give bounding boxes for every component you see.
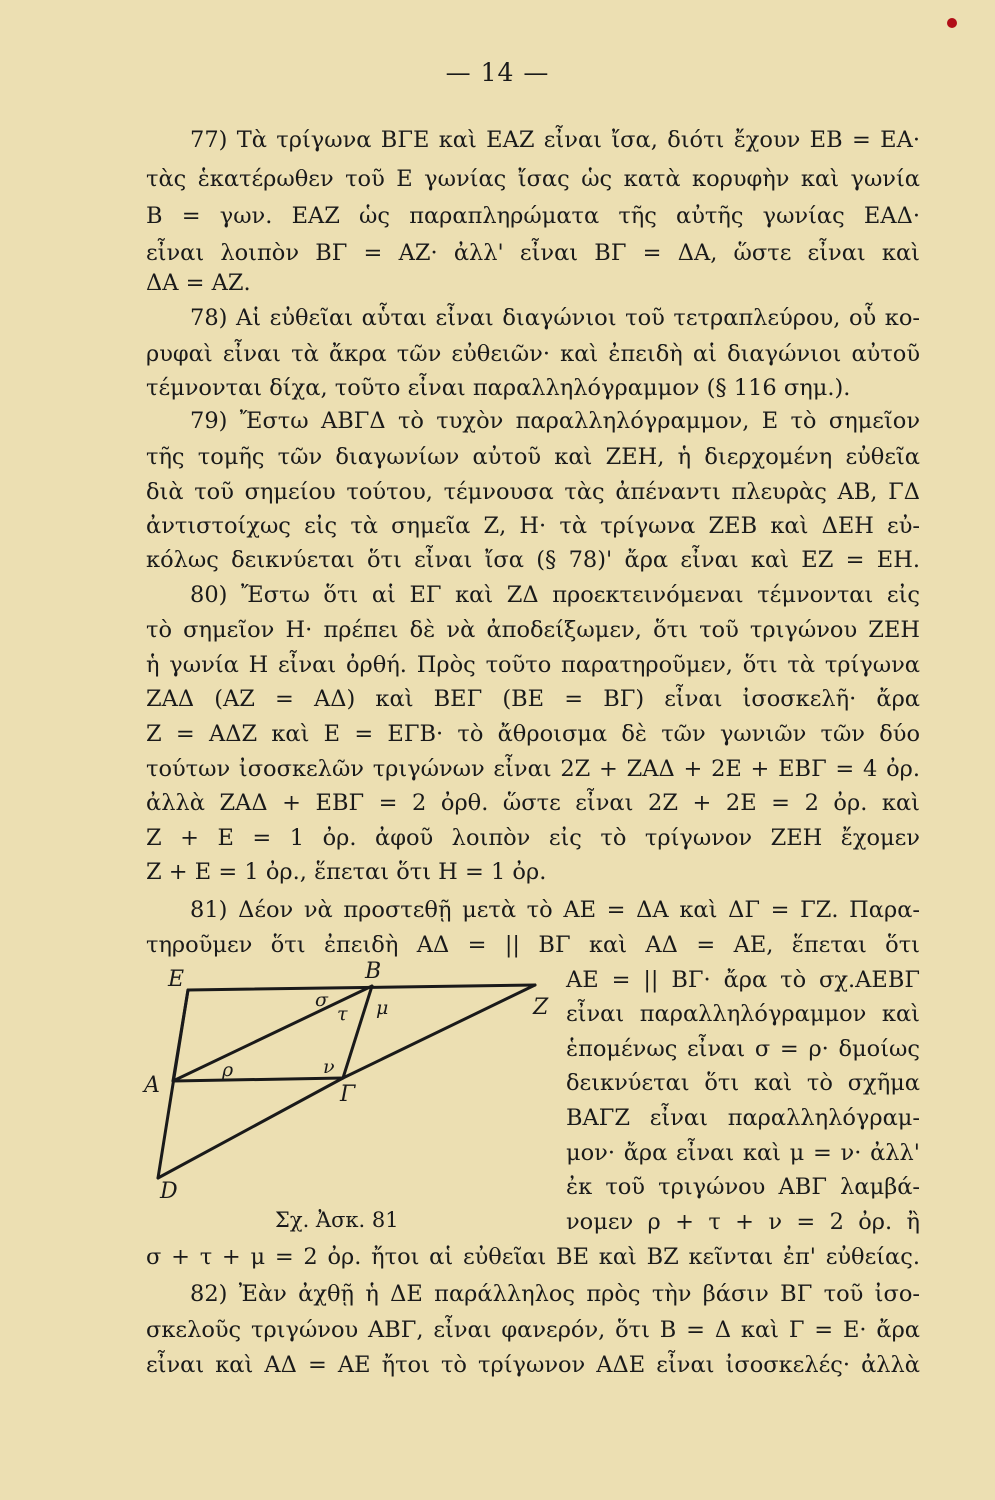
text-line: Ζ = ΑΔΖ καὶ Ε = ΕΓΒ· τὸ ἄθροισμα δὲ τῶν γωνιῶν τῶν δύο bbox=[146, 721, 920, 747]
label-E: E bbox=[168, 967, 185, 992]
text-line: διὰ τοῦ σημείου τούτου, τέμνουσα τὰς ἀπέναντι πλευρὰς ΑΒ, ΓΔ bbox=[146, 479, 920, 505]
text-line: 82) Ἐὰν ἀχθῇ ἡ ΔΕ παράλληλος πρὸς τὴν βάσιν ΒΓ τοῦ ἰσο- bbox=[190, 1281, 920, 1307]
text-line: ἐκ τοῦ τριγώνου ΑΒΓ λαμβά- bbox=[566, 1174, 920, 1200]
segment-EA bbox=[173, 990, 188, 1081]
segment-GD bbox=[158, 1078, 343, 1178]
text-line: κόλως δεικνύεται ὅτι εἶναι ἴσα (§ 78)' ἄρα εἶναι καὶ ΕΖ = ΕΗ. bbox=[146, 547, 920, 573]
text-line: τούτων ἰσοσκελῶν τριγώνων εἶναι 2Ζ + ΖΑΔ + 2Ε + ΕΒΓ = 4 ὀρ. bbox=[146, 756, 920, 782]
text-line: δεικνύεται ὅτι καὶ τὸ σχῆμα bbox=[566, 1070, 920, 1096]
figure-caption: Σχ. Ἀσκ. 81 bbox=[275, 1208, 399, 1232]
text-line: Ζ + Ε = 1 ὀρ. ἀφοῦ λοιπὸν εἰς τὸ τρίγωνον ΖΕΗ ἔχομεν bbox=[146, 825, 920, 851]
text-line: ἡ γωνία Η εἶναι ὀρθή. Πρὸς τοῦτο παρατηροῦμεν, ὅτι τὰ τρίγωνα bbox=[146, 652, 920, 678]
text-line: 78) Αἱ εὐθεῖαι αὗται εἶναι διαγώνιοι τοῦ τετραπλεύρου, οὗ κο- bbox=[190, 305, 920, 331]
text-line: 79) Ἔστω ΑΒΓΔ τὸ τυχὸν παραλληλόγραμμον, Ε τὸ σημεῖον bbox=[190, 408, 920, 434]
text-line: ἀλλὰ ΖΑΔ + ΕΒΓ = 2 ὀρθ. ὥστε εἶναι 2Ζ + 2Ε = 2 ὀρ. καὶ bbox=[146, 790, 920, 816]
label-rho: ρ bbox=[222, 1059, 234, 1081]
text-line: ΑΕ = || ΒΓ· ἄρα τὸ σχ.ΑΕΒΓ bbox=[566, 967, 920, 993]
segment-EZ bbox=[188, 985, 535, 990]
text-line: ΒΑΓΖ εἶναι παραλληλόγραμ- bbox=[566, 1105, 920, 1131]
text-line: ρυφαὶ εἶναι τὰ ἄκρα τῶν εὐθειῶν· καὶ ἐπειδὴ αἱ διαγώνιοι αὐτοῦ bbox=[146, 341, 920, 367]
page-number: — 14 — bbox=[445, 58, 550, 87]
text-line: 81) Δέον νὰ προστεθῇ μετὰ τὸ ΑΕ = ΔΑ καὶ ΔΓ = ΓΖ. Παρα- bbox=[190, 897, 920, 923]
text-line: ἀντιστοίχως εἰς τὰ σημεῖα Ζ, Η· τὰ τρίγωνα ΖΕΒ καὶ ΔΕΗ εὐ- bbox=[146, 513, 920, 539]
text-line: εἶναι καὶ ΑΔ = ΑΕ ἤτοι τὸ τρίγωνον ΑΔΕ εἶναι ἰσοσκελές· ἀλλὰ bbox=[146, 1352, 920, 1378]
label-mu: μ bbox=[376, 997, 389, 1019]
text-line: τηροῦμεν ὅτι ἐπειδὴ ΑΔ = || ΒΓ καὶ ΑΔ = ΑΕ, ἕπεται ὅτι bbox=[146, 932, 920, 958]
text-line: εἶναι λοιπὸν ΒΓ = ΑΖ· ἀλλ' εἶναι ΒΓ = ΔΑ, ὥστε εἶναι καὶ bbox=[146, 240, 920, 266]
text-line: ἑπομένως εἶναι σ = ρ· δμοίως bbox=[566, 1036, 920, 1062]
label-G: Γ bbox=[340, 1082, 356, 1107]
segment-ZG bbox=[343, 985, 535, 1078]
text-line: μον· ἄρα εἶναι καὶ μ = ν· ἀλλ' bbox=[566, 1140, 920, 1166]
label-tau: τ bbox=[337, 1003, 348, 1025]
text-line: ΔΑ = ΑΖ. bbox=[146, 270, 251, 296]
text-line: τὰς ἑκατέρωθεν τοῦ Ε γωνίας ἴσας ὡς κατὰ κορυφὴν καὶ γωνία bbox=[146, 166, 920, 192]
text-line: σ + τ + μ = 2 ὀρ. ἤτοι αἱ εὐθεῖαι ΒΕ καὶ ΒΖ κεῖνται ἐπ' εὐθείας. bbox=[146, 1244, 920, 1270]
segment-AG bbox=[173, 1078, 343, 1081]
text-line: ΖΑΔ (ΑΖ = ΑΔ) καὶ ΒΕΓ (ΒΕ = ΒΓ) εἶναι ἰσοσκελῆ· ἄρα bbox=[146, 686, 920, 712]
geometry-figure bbox=[140, 958, 550, 1208]
text-line: τὸ σημεῖον Η· πρέπει δὲ νὰ ἀποδείξωμεν, ὅτι τοῦ τριγώνου ΖΕΗ bbox=[146, 617, 920, 643]
text-line: 77) Τὰ τρίγωνα ΒΓΕ καὶ ΕΑΖ εἶναι ἴσα, διότι ἔχουν ΕΒ = ΕΑ· bbox=[190, 127, 920, 153]
ink-spot bbox=[947, 18, 957, 28]
text-line: τῆς τομῆς τῶν διαγωνίων αὐτοῦ καὶ ΖΕΗ, ἡ διερχομένη εὐθεῖα bbox=[146, 444, 920, 470]
label-A: A bbox=[144, 1073, 160, 1098]
text-line: εἶναι παραλληλόγραμμον καὶ bbox=[566, 1001, 920, 1027]
text-line: τέμνονται δίχα, τοῦτο εἶναι παραλληλόγραμμον (§ 116 σημ.). bbox=[146, 375, 851, 401]
label-sigma: σ bbox=[315, 989, 328, 1011]
text-line: νομεν ρ + τ + ν = 2 ὀρ. ἢ bbox=[566, 1209, 920, 1235]
label-B: B bbox=[365, 959, 382, 984]
text-line: 80) Ἔστω ὅτι αἱ ΕΓ καὶ ΖΔ προεκτεινόμεναι τέμνονται εἰς bbox=[190, 582, 920, 608]
label-D: D bbox=[160, 1179, 178, 1204]
text-line: σκελοῦς τριγώνου ΑΒΓ, εἶναι φανερόν, ὅτι Β = Δ καὶ Γ = Ε· ἄρα bbox=[146, 1317, 920, 1343]
text-line: Ζ + Ε = 1 ὀρ., ἕπεται ὅτι Η = 1 ὀρ. bbox=[146, 859, 547, 885]
segment-AB bbox=[173, 986, 372, 1081]
label-nu: ν bbox=[323, 1056, 335, 1078]
label-Z: Z bbox=[533, 995, 549, 1020]
segment-BG bbox=[343, 986, 372, 1078]
text-line: Β = γων. ΕΑΖ ὡς παραπληρώματα τῆς αὐτῆς γωνίας ΕΑΔ· bbox=[146, 203, 920, 229]
